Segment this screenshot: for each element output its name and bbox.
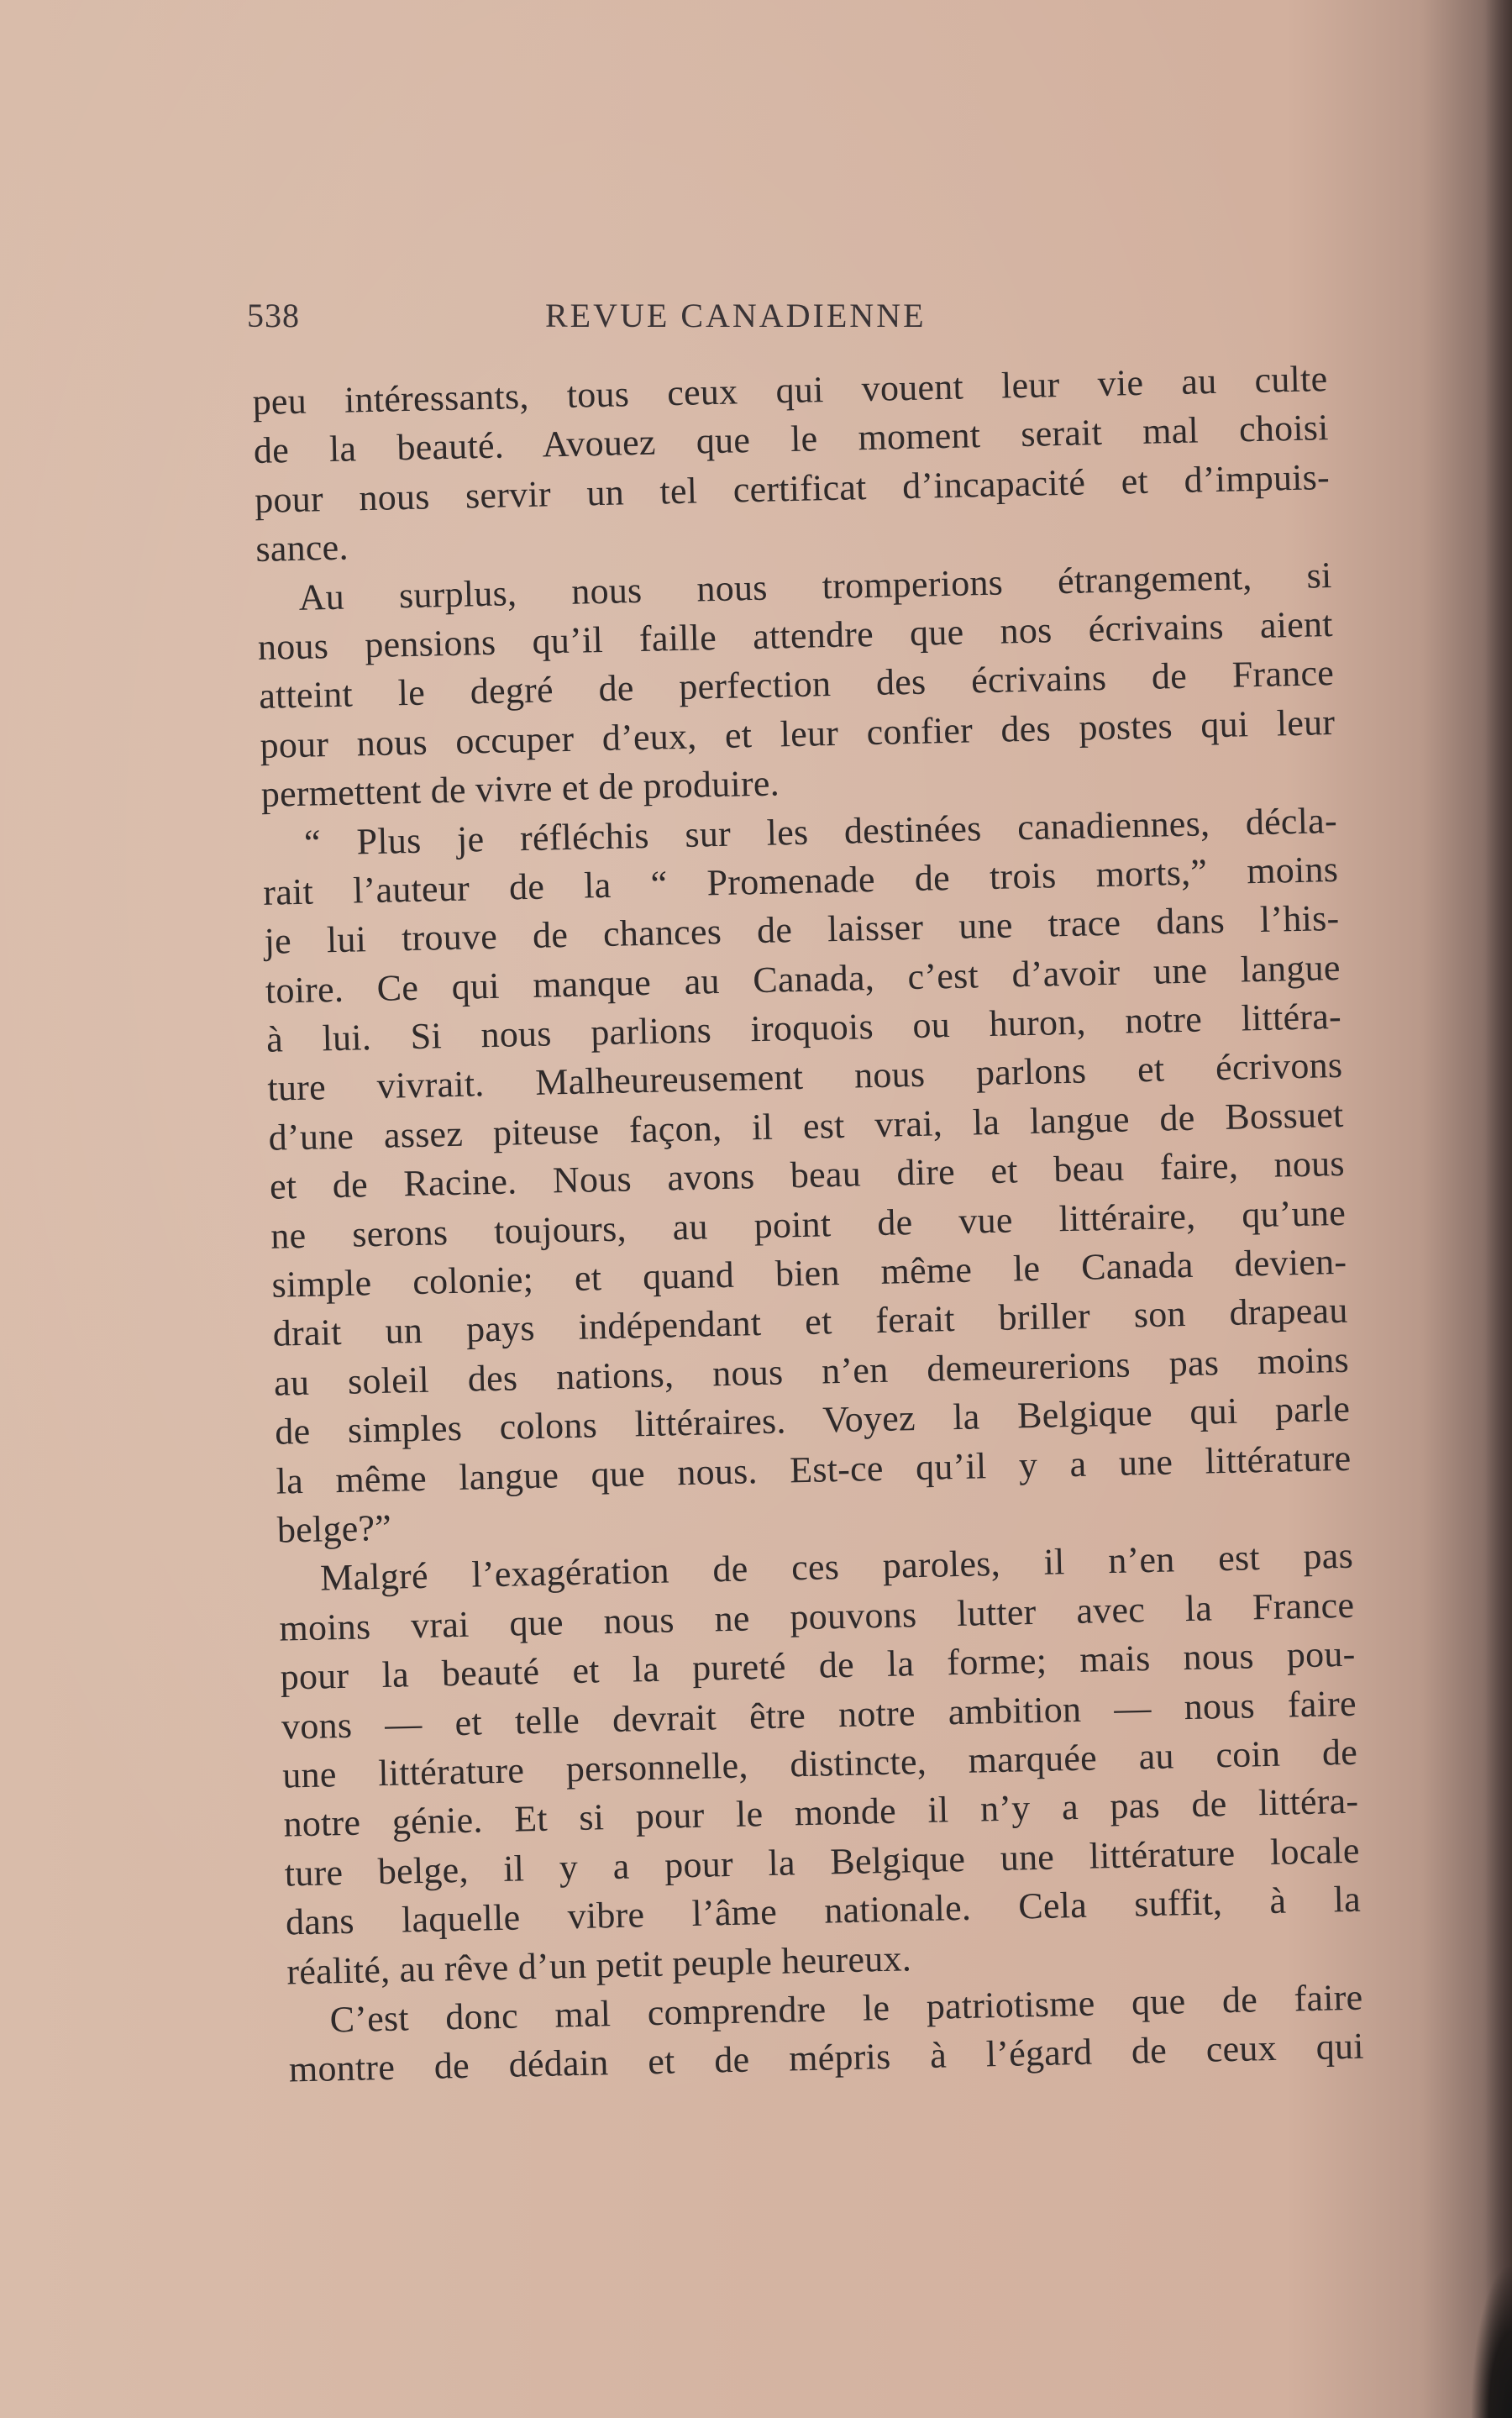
- text-line: moins vrai que nous ne pouvons lutter avec la France: [278, 1584, 1355, 1649]
- text-line: réalité, au rêve d’un petit peuple heureux.: [286, 1937, 912, 1993]
- page-edge-shadow: [1485, 0, 1512, 2418]
- text-line: belge?”: [276, 1506, 392, 1551]
- text-line: d’une assez piteuse façon, il est vrai, la langue de Bossuet: [268, 1093, 1344, 1159]
- text-line: à lui. Si nous parlions iroquois ou huron, notre littéra-: [265, 995, 1342, 1060]
- text-line: ne serons toujours, au point de vue littéraire, qu’une: [270, 1191, 1347, 1257]
- text-line: rait l’auteur de la “ Promenade de trois morts,” moins: [262, 848, 1339, 913]
- text-line: Malgré l’exagération de ces paroles, il n’en est pas: [319, 1535, 1354, 1599]
- text-line: la même langue que nous. Est-ce qu’il y a une littérature: [276, 1437, 1352, 1502]
- text-line: drait un pays indépendant et ferait briller son drapeau: [272, 1290, 1349, 1355]
- text-line: de la beauté. Avouez que le moment serait mal choisi: [253, 407, 1330, 472]
- text-line: une littérature personnelle, distincte, marquée au coin de: [281, 1731, 1358, 1796]
- text-line: vons — et telle devrait être notre ambition — nous faire: [281, 1682, 1357, 1748]
- text-line: pour nous occuper d’eux, et leur confier des postes qui leur: [260, 701, 1336, 766]
- text-line: simple colonie; et quand bien même le Canada devien-: [271, 1240, 1347, 1306]
- text-line: je lui trouve de chances de laisser une trace dans l’his-: [264, 897, 1340, 963]
- corner-shadow: [1472, 2267, 1512, 2418]
- text-line: sance.: [255, 526, 349, 570]
- text-line: ture vivrait. Malheureusement nous parlons et écrivons: [266, 1044, 1343, 1110]
- text-line: pour nous servir un tel certificat d’incapacité et d’impuis-: [254, 455, 1331, 521]
- body-text: [252, 355, 1364, 2095]
- text-line: C’est donc mal comprendre le patriotisme que de faire: [329, 1976, 1363, 2041]
- text-line: peu intéressants, tous ceux qui vouent leur vie au culte: [252, 358, 1328, 423]
- text-line: atteint le degré de perfection des écrivains de France: [258, 652, 1335, 718]
- text-line: montre de dédain et de mépris à l’égard de ceux qui: [288, 2025, 1365, 2090]
- text-line: permettent de vivre et de produire.: [260, 762, 780, 816]
- running-head: REVUE CANADIENNE: [545, 297, 927, 334]
- page-number: 538: [247, 297, 300, 334]
- text-line: “ Plus je réfléchis sur les destinées canadiennes, décla-: [303, 799, 1338, 864]
- text-line: nous pensions qu’il faille attendre que nos écrivains aient: [257, 602, 1334, 668]
- text-line: notre génie. Et si pour le monde il n’y a pas de littéra-: [283, 1780, 1359, 1845]
- text-line: au soleil des nations, nous n’en demeurerions pas moins: [273, 1338, 1350, 1404]
- text-line: toire. Ce qui manque au Canada, c’est d’avoir une langue: [265, 946, 1341, 1012]
- page-header: [247, 296, 1305, 346]
- text-line: Au surplus, nous nous tromperions étrangement, si: [298, 554, 1332, 618]
- text-line: dans laquelle vibre l’âme nationale. Cela suffit, à la: [285, 1878, 1362, 1943]
- text-line: de simples colons littéraires. Voyez la Belgique qui parle: [274, 1387, 1351, 1453]
- text-line: pour la beauté et la pureté de la forme; mais nous pou-: [280, 1632, 1356, 1698]
- text-line: ture belge, il y a pour la Belgique une littérature locale: [284, 1829, 1361, 1895]
- text-line: et de Racine. Nous avons beau dire et beau faire, nous: [269, 1143, 1346, 1208]
